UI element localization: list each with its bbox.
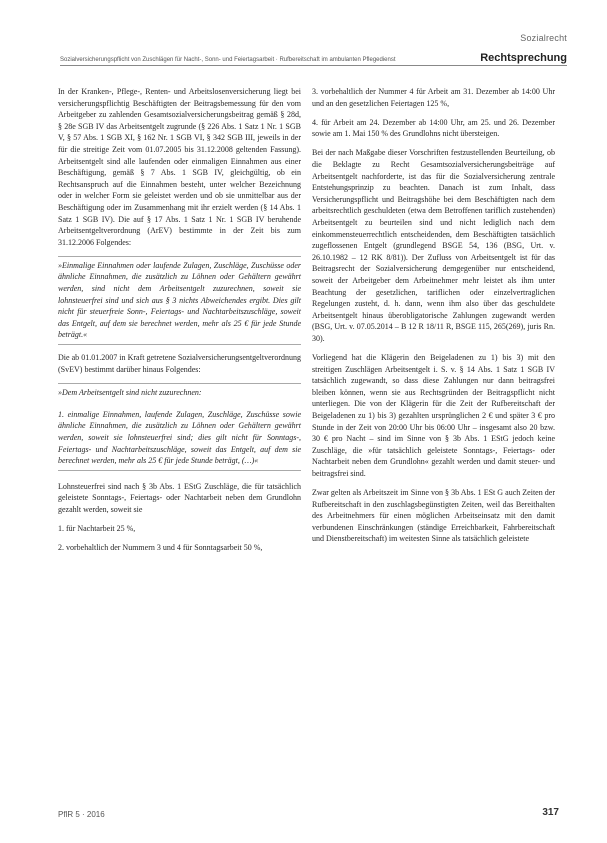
list-item: 4. für Arbeit am 24. Dezember ab 14:00 Uhr, am 25. und 26. Dezember sowie am 1. Mai 150 % des Grundlohns nicht übersteigen. [312, 117, 555, 139]
list-item: 1. für Nachtarbeit 25 %, [58, 524, 136, 533]
paragraph: Bei der nach Maßgabe dieser Vorschriften festzustellenden Beurteilung, ob die Beklagte zu Recht Gesamtsozialversicherungsbeiträge auf Arbeitsentgelt nachforderte, ist das für die Sozialversicherung zentrale Entstehungsprinzip zu beachten. Danach ist zum Inhalt, dass Versicherungspflicht und Beitragshöhe bei dem Beschäftigten nach dem arbeitsrechtlich geschuldeten (etwa dem Betroffenen tariflich zustehenden) Arbeitsentgelt zu beurteilen sind und nicht lediglich nach dem einkommensteuerrechtlich entscheidenden, dem Beschäftigten tatsächlich zugeflossenen Entgelt (grundlegend BSGE 54, 136 (BSG, Urt. v. 26.10.1982 – 12 RK 8/81)). Der Zufluss von Arbeitsentgelt ist für das Beitragsrecht der Sozialversicherung demgegenüber nur entscheidend, soweit der Arbeitgeber dem Arbeitnehmer mehr leistet als ihm unter Beachtung der gesetzlichen, tariflichen oder einzelvertraglichen Regelungen zusteht, d. h. dann, wenn ihm also über das geschuldete Arbeitsentgelt hinaus überobligatorische Zahlungen zugewandt werden (BSG, Urt. v. 07.05.2014 – B 12 R 18/11 R, BSGE 115, 265(269), juris Rn. 30). [312, 148, 555, 343]
quote-svev-item: 1. einmalige Einnahmen, laufende Zulagen, Zuschläge, Zuschüsse sowie ähnliche Einnahmen, die zusätzlich zu Löhnen oder Gehältern gewährt werden, soweit sie lohnsteuerfrei sind; dies gilt nicht für Sonntags-, Feiertags- und Nachtarbeitszuschläge, soweit das Entgelt, auf dem sie berechnet werden, mehr als 25 € für jede Stunde beträgt, (…)« [58, 406, 301, 471]
left-column [58, 86, 301, 561]
page-number: 317 [542, 807, 559, 818]
quote-svev-intro: »Dem Arbeitsentgelt sind nicht zuzurechnen: [58, 383, 301, 402]
paragraph: Die ab 01.01.2007 in Kraft getretene Sozialversicherungsentgeltverordnung (SvEV) bestimmt darüber hinaus Folgendes: [58, 353, 301, 375]
list-item: 3. vorbehaltlich der Nummer 4 für Arbeit am 31. Dezember ab 14:00 Uhr und an den gesetzlichen Feiertagen 125 %, [312, 87, 555, 108]
list-item: 2. vorbehaltlich der Nummern 3 und 4 für Sonntagsarbeit 50 %, [58, 543, 263, 553]
paragraph: Lohnsteuerfrei sind nach § 3b Abs. 1 EStG Zuschläge, die für tatsächlich geleistete Sonntags-, Feiertags- oder Nachtarbeit neben dem Grundlohn gezahlt werden, soweit sie [58, 481, 301, 514]
header-running-text: Sozialversicherungspflicht von Zuschlägen für Nacht-, Sonn- und Feiertagsarbeit · Rufbereitschaft im ambulanten Pflegedienst [60, 57, 396, 63]
header-title: Rechtsprechung [480, 52, 567, 64]
section-label: Sozialrecht [520, 33, 567, 43]
page-header [60, 51, 567, 66]
quote-arev: »Einmalige Einnahmen oder laufende Zulagen, Zuschläge, Zuschüsse oder ähnliche Einnahmen, die zusätzlich zu Löhnen oder Gehältern gewährt werden, sind nicht dem Arbeitsentgelt zuzurechnen, soweit sie lohnsteuerfrei sind und sich aus § 3 nichts Abweichendes ergibt. Dies gilt nicht für steuerfreie Sonn-, Feiertags- und Nachtarbeitszuschläge, soweit das Entgelt, auf dem sie berechnet werden, mehr als 25 € für jede Stunde beträgt.« [58, 256, 301, 345]
paragraph: In der Kranken-, Pflege-, Renten- und Arbeitslosenversicherung liegt bei versicherungspflichtig Beschäftigten der Beitragsbemessung für den vom Arbeitgeber zu zahlenden Gesamtsozialversicherungsbeitrag gemäß § 28d, § 28e SGB IV das Arbeitsentgelt zugrunde (§ 226 Abs. 1 Satz 1 Nr. 1 SGB V, § 57 Abs. 1 SGB XI, § 162 Nr. 1 SGB VI, § 342 SGB III, jeweils in der für die streitige Zeit vom 01.07.2005 bis 31.12.2008 geltenden Fassung). Arbeitsentgelt sind alle laufenden oder einmaligen Einnahmen aus einer Beschäftigung, gemäß § 7 Abs. 1 SGB IV, gleichgültig, ob ein Rechtsanspruch auf die Einnahmen besteht, unter welcher Bezeichnung oder in welcher Form sie geleistet werden und ob sie unmittelbar aus der Beschäftigung oder im Zusammenhang mit ihr erzielt werden (§ 14 Abs. 1 Satz 1 SGB IV). Die auf § 17 Abs. 1 Satz 1 Nr. 1 SGB IV beruhende Arbeitsentgeltverordnung (ArEV) bestimmte in der Zeit bis zum 31.12.2006 Folgendes: [58, 87, 301, 247]
paragraph: Vorliegend hat die Klägerin den Beigeladenen zu 1) bis 3) mit den streitigen Zuschlägen Arbeitsentgelt i. S. v. § 14 Abs. 1 Satz 1 SGB IV tatsächlich zugewandt, so dass diese Zahlungen nur dann beitragsfrei bleiben können, wenn sie aus Rechtsgründen der Beitragspflicht nicht unterliegen. Die von der Klägerin für die Zeit der Rufbereitschaft der Beigeladenen zu 1) bis 3) gezahlten ursprünglichen 2 € und später 3 € pro Stunde in der Zeit von 20:00 Uhr bis 06:00 Uhr – insgesamt also 20 bzw. 30 € pro Nacht – sind im Sinne von § 3b Abs. 1 EStG jedoch keine Zuschläge, die »für tatsächlich geleistete Sonntags-, Feiertags- oder Nachtarbeit neben dem Grundlohn« gezahlt werden und damit steuer- und beitragsfrei sind. [312, 352, 555, 478]
footer-journal: PflR 5 · 2016 [58, 810, 105, 819]
right-column [312, 86, 555, 552]
paragraph: Zwar gelten als Arbeitszeit im Sinne von § 3b Abs. 1 ESt G auch Zeiten der Rufbereitschaft in den zuschlagsbegünstigten Zeiten, weil das Bereithalten des Arbeitnehmers für einen möglichen Arbeitseinsatz mit den damit verbundenen Einschränkungen (ständige Erreichbarkeit, Fahrbereitschaft und Dienstbereitschaft) im weitesten Sinne als tatsächlich geleistete [312, 488, 555, 544]
